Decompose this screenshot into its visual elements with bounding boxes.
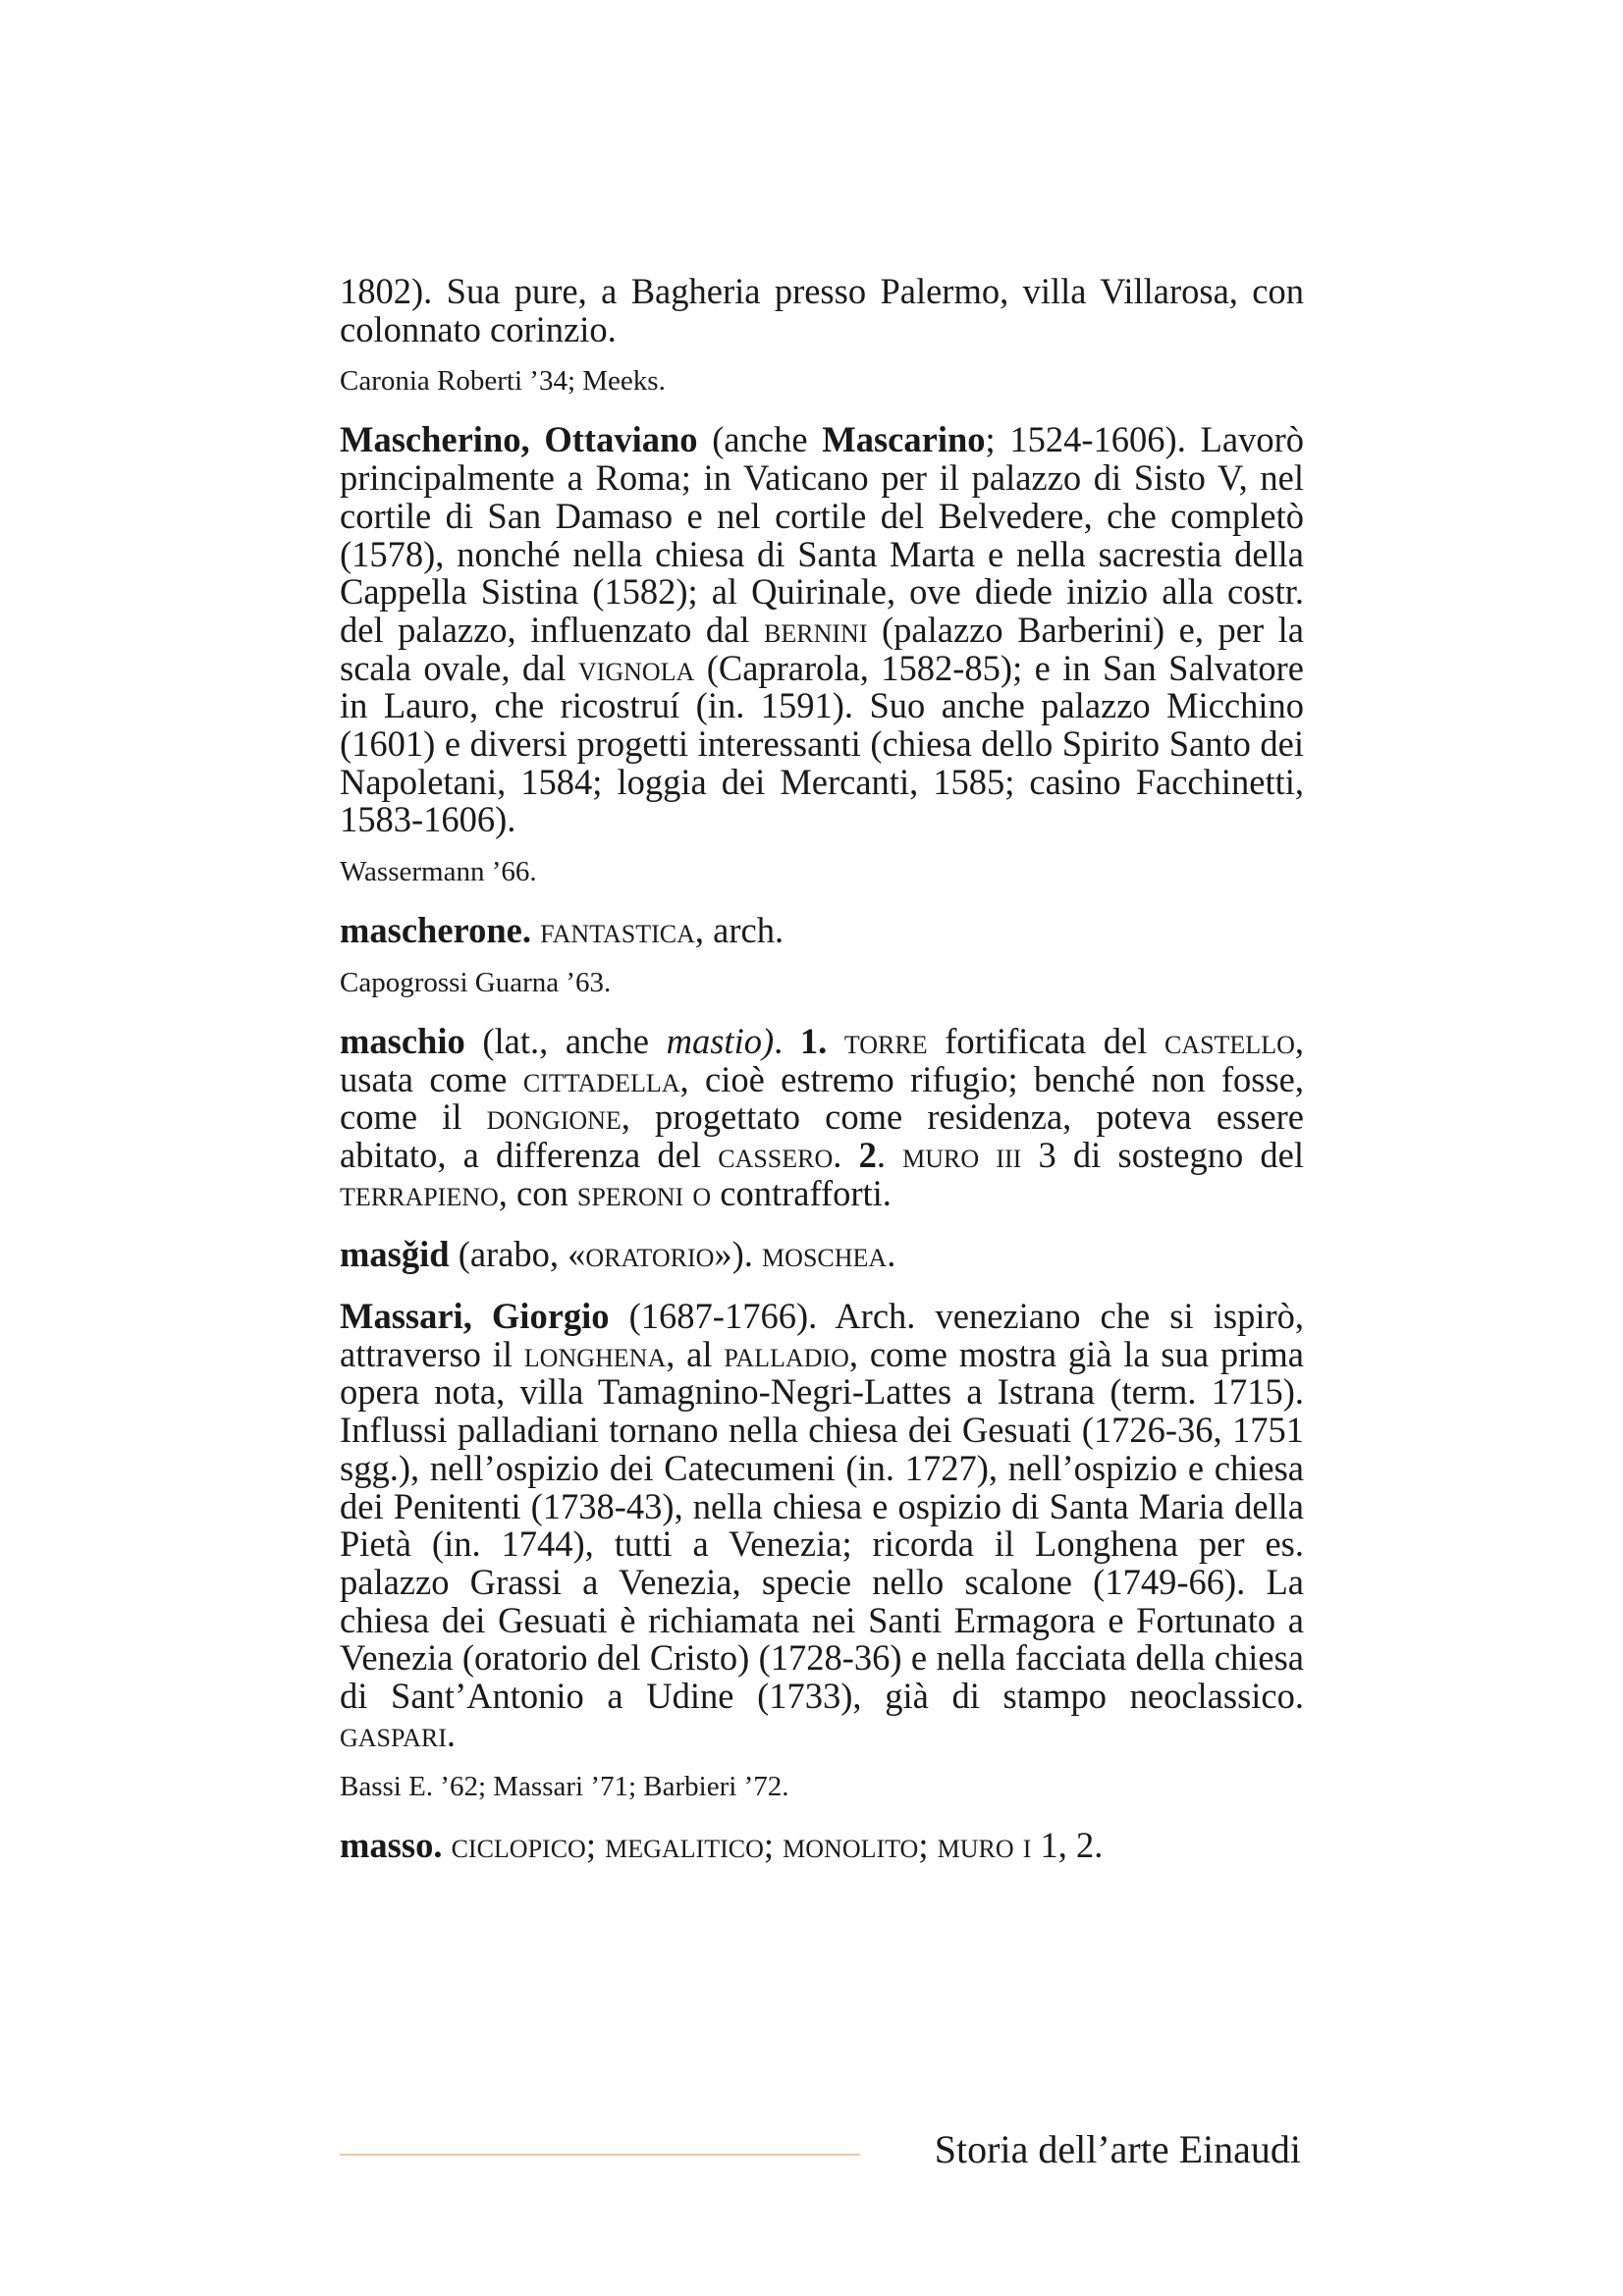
entry-text: 3 di sostegno del bbox=[1021, 1134, 1305, 1175]
entry-text: ; bbox=[585, 1824, 606, 1865]
cross-reference: o bbox=[692, 1172, 712, 1213]
entry-text: , usata come bbox=[340, 1020, 1304, 1099]
bibliography-reference: Wassermann ’66. bbox=[340, 856, 537, 888]
headword: 1. bbox=[799, 1020, 828, 1061]
cross-reference: cassero bbox=[718, 1134, 834, 1175]
entry-text: , arch. bbox=[694, 910, 784, 951]
headword: maschio bbox=[340, 1020, 465, 1061]
cross-reference: longhena bbox=[523, 1333, 667, 1374]
cross-reference: torre bbox=[843, 1020, 928, 1061]
cross-reference: terrapieno bbox=[340, 1172, 499, 1213]
entry-text: 1, 2. bbox=[1031, 1824, 1104, 1865]
entry-massari bbox=[340, 1298, 1304, 1753]
entry-text: (lat., anche bbox=[464, 1020, 667, 1061]
entry-text bbox=[531, 910, 540, 950]
entry-text bbox=[683, 1173, 692, 1213]
cross-reference: palladio bbox=[724, 1333, 849, 1374]
entry-text: . bbox=[876, 1134, 903, 1175]
entry-text: ; bbox=[763, 1824, 784, 1865]
headword: masso. bbox=[340, 1824, 443, 1865]
cross-reference: castello bbox=[1163, 1020, 1295, 1061]
entry-maschio bbox=[340, 1020, 1305, 1213]
entry-villarosa bbox=[340, 273, 1304, 348]
entry-text: (Caprarola, 1582-85); e in San Salvatore in Lauro, che ricostruí (in. 1591). Suo anche palazzo Micchino (1601) e diversi progetti interessanti (chiesa dello Spirito Santo dei Napoletani, 1584; loggia dei Mercanti, 1585; casino Facchinetti, 1583-1606). bbox=[340, 647, 1304, 840]
footer-title: Storia dell’arte Einaudi bbox=[934, 2127, 1301, 2171]
cross-reference: fantastica bbox=[540, 910, 695, 951]
entry-text: (anche bbox=[697, 419, 823, 460]
entry-masso bbox=[340, 1824, 1304, 1865]
entry-mascherino bbox=[340, 421, 1304, 839]
entry-text: fortificata del bbox=[927, 1020, 1164, 1061]
entry-text: . bbox=[887, 1234, 896, 1275]
cross-reference: monolito bbox=[783, 1824, 919, 1865]
entry-text: . bbox=[833, 1134, 859, 1175]
cross-reference: vignola bbox=[577, 647, 695, 688]
page-body bbox=[340, 273, 1304, 1888]
entry-text: »). bbox=[714, 1234, 763, 1275]
entry-text: ; 1524-1606). Lavorò principalmente a Roma; in Vaticano per il palazzo di Sisto V, nel cortile di San Damaso e nel cortile del Belvedere, che completò (1578), nonché nella chiesa di Santa Marta e nella sacrestia della Cappella Sistina (1582); al Quirinale, ove diede inizio alla costr. del palazzo, influenzato dal bbox=[340, 419, 1304, 650]
bibliography-reference: Capogrossi Guarna ’63. bbox=[340, 966, 612, 998]
bibliography-reference: Caronia Roberti ’34; Meeks. bbox=[340, 365, 666, 398]
entry-text: (palazzo Barberini) e, per la scala ovale, dal bbox=[340, 609, 1304, 688]
italic-term: mastio) bbox=[666, 1020, 775, 1061]
entry-text: (1687-1766). Arch. veneziano che si ispirò, attraverso il bbox=[340, 1296, 1304, 1374]
headword: Mascarino bbox=[822, 419, 986, 460]
headword: Mascherino, Ottaviano bbox=[340, 419, 698, 460]
cross-reference: oratorio bbox=[585, 1234, 715, 1275]
cross-reference: megalitico bbox=[605, 1824, 764, 1865]
footer-rule bbox=[340, 2154, 860, 2156]
cross-reference: dongione bbox=[486, 1096, 622, 1138]
cross-reference: gaspari bbox=[340, 1713, 447, 1754]
entry-text: , progettato come residenza, poteva essere abitato, a differenza del bbox=[340, 1096, 1304, 1175]
entry-text: 1802). Sua pure, a Bagheria presso Palermo, villa Villarosa, con colonnato corinzio. bbox=[340, 271, 1304, 349]
entry-masgid bbox=[340, 1236, 1304, 1274]
cross-reference: bernini bbox=[764, 609, 868, 650]
headword: mascherone. bbox=[340, 910, 531, 951]
entry-text: , con bbox=[498, 1172, 577, 1213]
bibliography-reference: Bassi E. ’62; Massari ’71; Barbieri ’72. bbox=[340, 1770, 789, 1802]
entry-text bbox=[442, 1825, 451, 1865]
headword: Massari, Giorgio bbox=[340, 1296, 610, 1337]
entry-text: , cioè estremo rifugio; benché non fosse, come il bbox=[340, 1058, 1304, 1138]
entry-text: . bbox=[446, 1713, 456, 1754]
cross-reference: muro i bbox=[937, 1824, 1032, 1865]
headword: masǧid bbox=[340, 1234, 450, 1275]
entry-text: , come mostra già la sua prima opera nota, villa Tamagnino-Negri-Lattes a Istrana (term. 1715). Influssi palladiani tornano nella chiesa dei Gesuati (1726-36, 1751 sgg.), nell’ospizio dei Catecumeni (in. 1727), nell’ospizio e chiesa dei Penitenti (1738-43), nella chiesa e ospizio di Santa Maria della Pietà (in. 1744), tutti a Venezia; ricorda il Longhena per es. palazzo Grassi a Venezia, specie nello scalone (1749-66). La chiesa dei Gesuati è richiamata nei Santi Ermagora e Fortunato a Venezia (oratorio del Cristo) (1728-36) e nella facciata della chiesa di Sant’Antonio a Udine (1733), già di stampo neoclassico. bbox=[340, 1333, 1305, 1717]
cross-reference: moschea bbox=[762, 1234, 888, 1275]
entry-text: , al bbox=[666, 1333, 725, 1374]
entry-mascherone bbox=[340, 912, 1304, 950]
cross-reference: muro iii bbox=[902, 1134, 1022, 1175]
cross-reference: ciclopico bbox=[451, 1824, 586, 1865]
entry-text: contrafforti. bbox=[711, 1172, 892, 1213]
headword: 2 bbox=[858, 1134, 877, 1175]
cross-reference: speroni bbox=[576, 1172, 684, 1213]
cross-reference: cittadella bbox=[522, 1058, 680, 1099]
entry-text: ; bbox=[918, 1824, 938, 1865]
entry-text bbox=[827, 1021, 844, 1061]
entry-text: (arabo, « bbox=[449, 1234, 586, 1275]
entry-text: . bbox=[774, 1020, 800, 1061]
